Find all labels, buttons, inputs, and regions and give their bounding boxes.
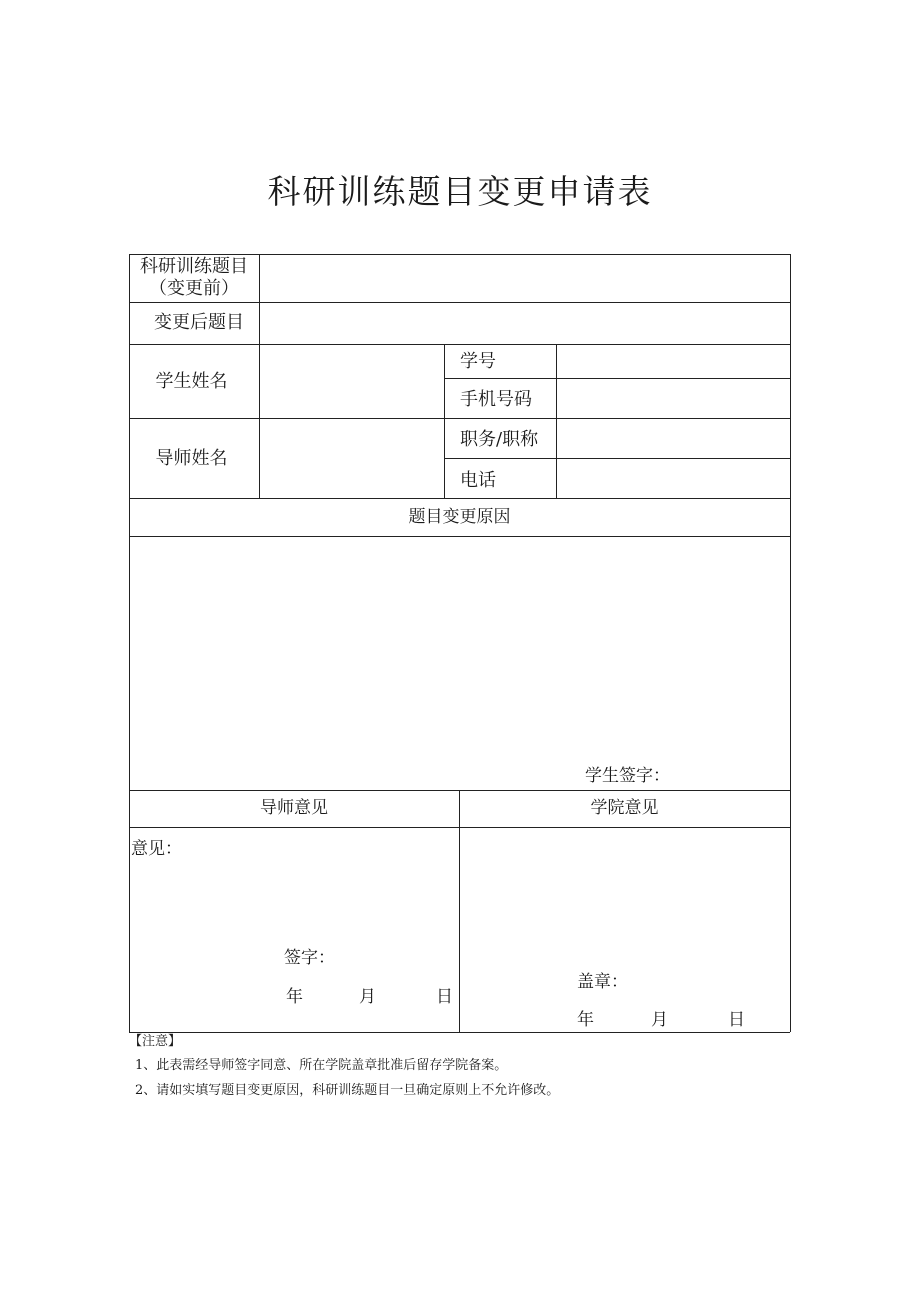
- college-opinion-header: 学院意见: [590, 798, 659, 818]
- advisor-opinion-header: 导师意见: [260, 798, 328, 818]
- note-item-1: 1、此表需经导师签字同意、所在学院盖章批准后留存学院备案。: [135, 1058, 508, 1073]
- topic-before-label: [129, 256, 259, 300]
- table-border-bottom: [129, 1032, 790, 1033]
- position-label: 职务/职称: [460, 429, 539, 450]
- student-name-label: 学生姓名: [155, 371, 228, 392]
- advisor-signature-label: 签字：: [284, 948, 335, 968]
- advisor-name-label: 导师姓名: [155, 448, 228, 469]
- college-month-label: 月: [651, 1010, 668, 1030]
- college-day-label: 日: [728, 1010, 745, 1030]
- topic-before-label-line2: （变更前）: [149, 278, 239, 299]
- topic-before-label-line1: 科研训练题目: [140, 256, 248, 277]
- table-divider: [129, 498, 790, 499]
- tel-field[interactable]: [557, 459, 789, 497]
- college-opinion-field[interactable]: [460, 828, 789, 1031]
- topic-before-field[interactable]: [260, 255, 789, 301]
- reason-field[interactable]: [130, 537, 789, 789]
- advisor-year-label: 年: [286, 987, 303, 1007]
- phone-label: 手机号码: [460, 389, 532, 410]
- notes-header: 【注意】: [129, 1034, 182, 1049]
- opinion-label: 意见：: [131, 839, 182, 859]
- page-title: 科研训练题目变更申请表: [267, 172, 653, 211]
- college-year-label: 年: [577, 1010, 594, 1030]
- advisor-month-label: 月: [359, 987, 376, 1007]
- topic-after-field[interactable]: [260, 303, 789, 343]
- position-field[interactable]: [557, 419, 789, 457]
- advisor-name-field[interactable]: [260, 419, 443, 497]
- student-id-label: 学号: [460, 351, 496, 372]
- advisor-day-label: 日: [436, 987, 453, 1007]
- tel-label: 电话: [460, 470, 496, 491]
- note-item-2: 2、请如实填写题目变更原因，科研训练题目一旦确定原则上不允许修改。: [135, 1083, 560, 1098]
- student-signature-label: 学生签字：: [585, 766, 670, 786]
- table-border-right: [790, 254, 791, 1032]
- seal-label: 盖章：: [577, 972, 628, 992]
- topic-after-label: 变更后题目: [154, 312, 244, 333]
- reason-header: 题目变更原因: [408, 507, 511, 527]
- table-divider: [444, 344, 445, 498]
- student-name-field[interactable]: [260, 345, 443, 417]
- phone-field[interactable]: [557, 379, 789, 417]
- student-id-field[interactable]: [557, 345, 789, 377]
